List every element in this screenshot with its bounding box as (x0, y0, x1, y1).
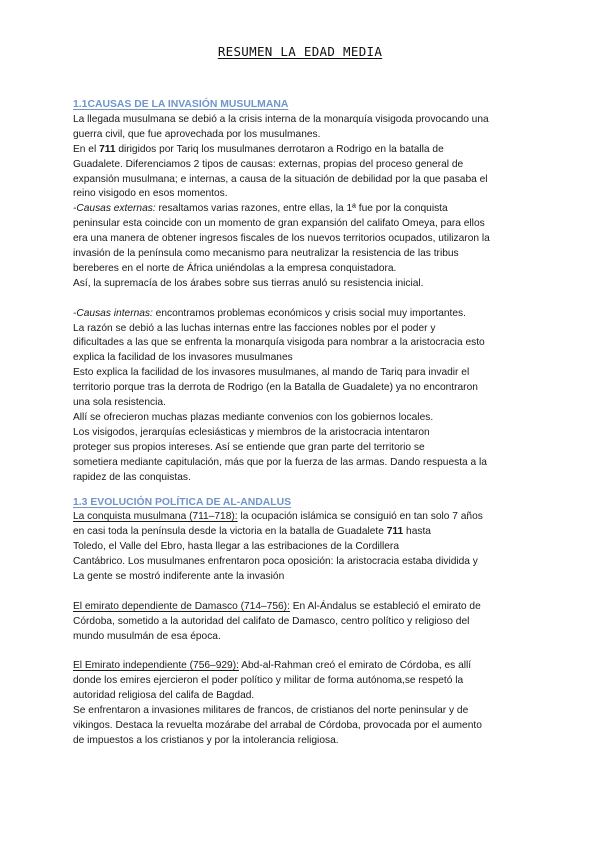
spacer (73, 486, 543, 496)
text-line: donde los emires ejercieron el poder político y militar de forma autónoma,se respetó la (73, 675, 464, 687)
text-line: peninsular esta coincide con un momento de gran expansión del califato Omeya, para ellos (73, 218, 485, 230)
text-line: una sola resistencia. (73, 397, 166, 409)
text-line: Los visigodos, jerarquías eclesiásticas y miembros de la aristocracia intentaron (73, 426, 430, 438)
text-line: Toledo, el Valle del Ebro, hasta llegar a las estribaciones de la Cordillera (73, 541, 399, 553)
emirato-independiente-label: El Emirato independiente (756–929): (73, 660, 239, 672)
text-line: autoridad religiosa del califa de Bagdad. (73, 690, 255, 702)
spacer (73, 585, 543, 600)
emirato-dependiente-label: El emirato dependiente de Damasco (714–756): (73, 600, 290, 612)
text-line: rapidez de las conquistas. (73, 471, 191, 483)
text-line: dificultades a las que se enfrenta la monarquía visigoda para nombrar a la aristocracia esto (73, 337, 485, 349)
text-line: vikingos. Destaca la revuelta mozárabe del arrabal de Córdoba, provocada por el aumento (73, 720, 482, 732)
page-title: RESUMEN LA EDAD MEDIA (217, 44, 383, 59)
text-span: En Al-Ándalus se estableció el emirato de (289, 600, 481, 612)
text-span: resaltamos varias razones, entre ellas, la 1ª fue por la conquista (155, 203, 448, 215)
spacer (73, 292, 543, 307)
text-line: La llegada musulmana se debió a la crisis interna de la monarquía visigoda provocando una (73, 113, 489, 125)
text-line (73, 525, 543, 540)
text-line (73, 600, 543, 615)
text-line: explica la facilidad de los invasores musulmanes (73, 352, 293, 364)
text-line: Así, la supremacía de los árabes sobre sus tierras anuló su resistencia inicial. (73, 277, 424, 289)
text-line: sometiera mediante capitulación, más que por la fuerza de las armas. Dando respuesta a la (73, 456, 487, 468)
document-body (73, 98, 543, 749)
text-line: Se enfrentaron a invasiones militares de francos, de cristianos del norte peninsular y de (73, 705, 469, 717)
text-line: La gente se mostró indiferente ante la invasión (73, 571, 285, 583)
text-line: mundo musulmán de esa época. (73, 630, 221, 642)
text-line: Esto explica la facilidad de los invasores musulmanes, al mando de Tariq para invadir el (73, 367, 470, 379)
text-line: era una manera de obtener ingresos fiscales de los nuevos territorios ocupados, utilizaron la (73, 233, 490, 245)
causas-externas-label: -Causas externas: (73, 203, 156, 215)
text-line: Guadalete. Diferenciamos 2 tipos de causas: externas, propias del proceso general de (73, 158, 464, 170)
text-line (73, 202, 543, 217)
text-line (73, 307, 543, 322)
section-heading-causas: 1.1CAUSAS DE LA INVASIÓN MUSULMANA (73, 99, 289, 110)
text-span: dirigidos por Tariq los musulmanes derrotaron a Rodrigo en la batalla de (115, 143, 444, 155)
spacer (73, 645, 543, 660)
text-line: territorio porque tras la derrota de Rodrigo (en la Batalla de Guadalete) ya no encontraron (73, 382, 478, 394)
text-line: invasión de la península como mecanismo para neutralizar la resistencia de las tribus (73, 248, 459, 260)
text-line: bereberes en el norte de África uniéndolas a la empresa conquistadora. (73, 262, 397, 274)
causas-internas-label: -Causas internas: (73, 307, 153, 319)
text-line: La razón se debió a las luchas internas entre las facciones nobles por el poder y (73, 322, 436, 334)
conquista-label: La conquista musulmana (711–718): (73, 511, 238, 523)
text-line (73, 510, 543, 525)
text-span: hasta (403, 526, 431, 538)
section-heading-evolucion: 1.3 EVOLUCIÓN POLÍTICA DE AL-ANDALUS (73, 496, 292, 508)
text-line: Cantábrico. Los musulmanes enfrentaron poca oposición: la aristocracia estaba dividida y (73, 556, 478, 568)
text-line: Córdoba, sometido a la autoridad del califato de Damasco, centro político y religioso del (73, 615, 470, 627)
text-span: En el (73, 143, 100, 155)
text-line: reino visigodo en esos momentos. (73, 188, 228, 200)
text-span: Abd-al-Rahman creó el emirato de Córdoba, es allí (238, 660, 472, 672)
text-span: la ocupación islámica se consiguió en tan solo 7 años (237, 511, 483, 523)
text-span: encontramos problemas económicos y crisis social muy importantes. (152, 307, 466, 319)
text-line: expansión musulmana; e internas, a causa de la situación de debilidad por la que pasaba el (73, 173, 488, 185)
text-line: guerra civil, que fue aprovechada por los musulmanes. (73, 128, 321, 140)
text-line: de impuestos a los cristianos y por la intolerancia religiosa. (73, 735, 339, 747)
text-span: en casi toda la península desde la victoria en la batalla de Guadalete (73, 526, 387, 538)
year-711: 711 (386, 526, 404, 538)
text-line: proteger sus propios intereses. Así se entiende que gran parte del territorio se (73, 441, 425, 453)
year-711: 711 (99, 143, 116, 155)
text-line: Allí se ofrecieron muchas plazas mediante convenios con los gobiernos locales. (73, 412, 434, 424)
text-line (73, 143, 543, 158)
text-line (73, 659, 543, 674)
